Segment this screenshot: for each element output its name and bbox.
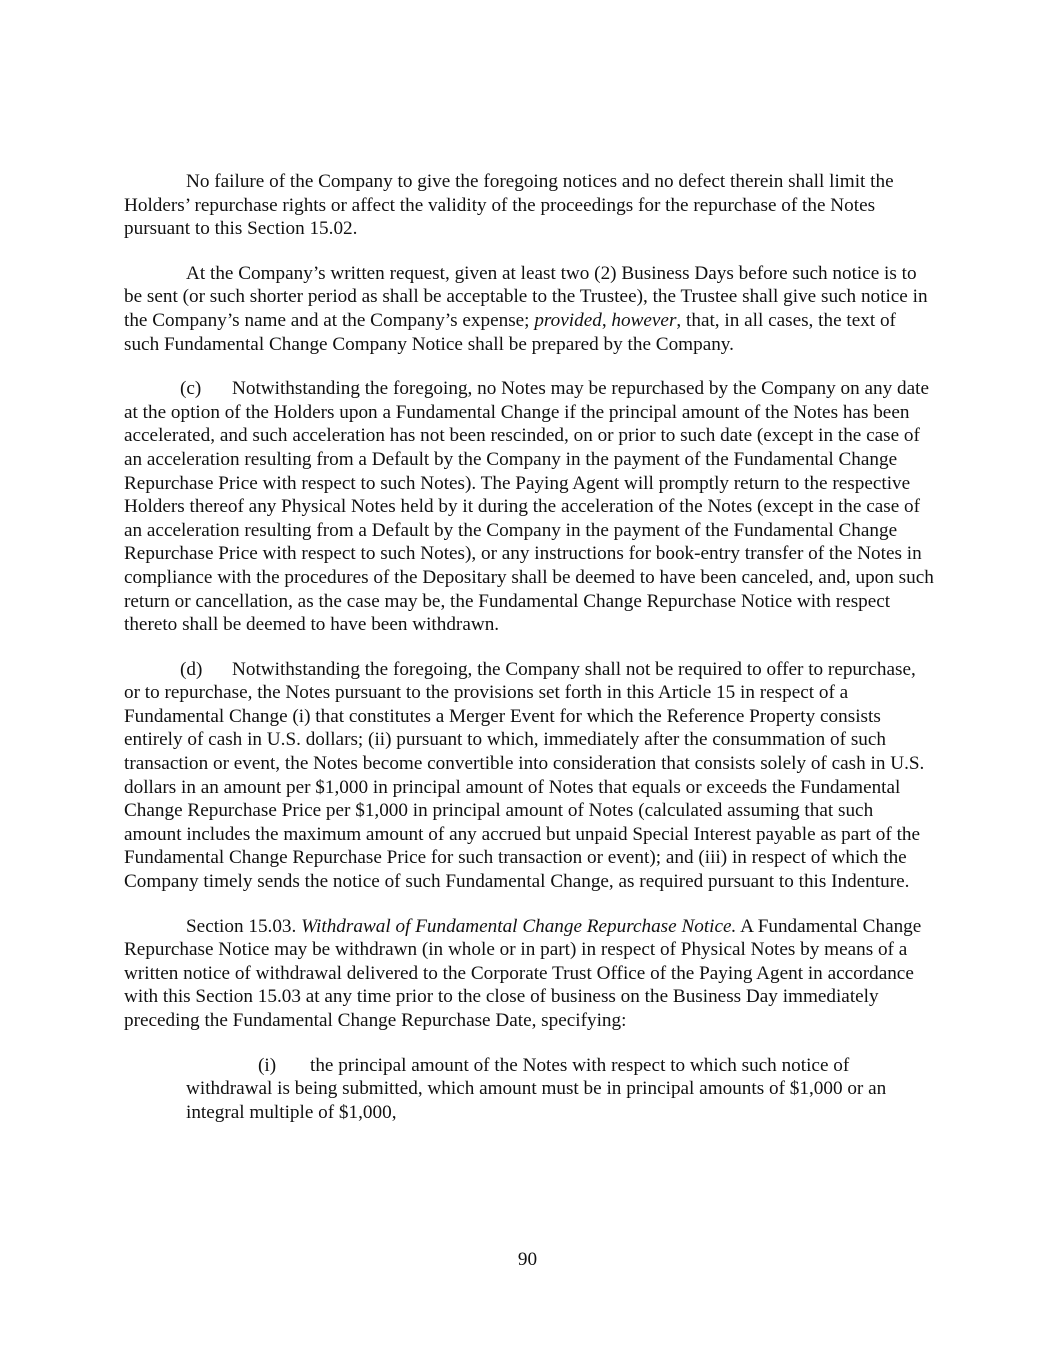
document-page [124, 170, 934, 1145]
item-i [186, 1054, 934, 1125]
paragraph-text: No failure of the Company to give the foregoing notices and no defect therein shall limit the Holders’ repurchase rights or affect the validity of the proceedings for the repurchase of the Notes pursuant to this Section 15.02. [124, 171, 894, 240]
section-title: Withdrawal of Fundamental Change Repurchase Notice. [301, 915, 737, 937]
clause-c-label: (c) [180, 378, 202, 400]
item-i-text: the principal amount of the Notes with respect to which such notice of withdrawal is being submitted, which amount must be in principal amounts of $1,000 or an integral multiple of $1,000, [186, 1054, 887, 1123]
section-15-03 [124, 915, 934, 1033]
paragraph-text: At the Company’s written request, given at least two (2) Business Days before such notice is to be sent (or such shorter period as shall be acceptable to the Trustee), the Trustee shall give such notice in the Company’s name and at the Company’s expense; [124, 262, 928, 331]
item-i-label: (i) [258, 1054, 277, 1076]
page-number: 90 [517, 1249, 538, 1270]
paragraph-notice-failure [124, 170, 934, 241]
provided-term: provided [534, 309, 602, 331]
section-number: Section 15.03. [186, 915, 297, 937]
paragraph-text: , that, in all cases, the text of such Fundamental Change Company Notice shall be prepared by the Company. [124, 309, 896, 355]
punctuation: , [601, 309, 612, 331]
section-text: A Fundamental Change Repurchase Notice may be withdrawn (in whole or in part) in respect of Physical Notes by means of a written notice of withdrawal delivered to the Corporate Trust Office of the Paying Agent in accordance with this Section 15.03 at any time prior to the close of business on the Business Day immediately preceding the Fundamental Change Repurchase Date, specifying: [124, 915, 922, 1031]
clause-d [124, 658, 934, 894]
clause-d-label: (d) [180, 658, 203, 680]
clause-d-text: Notwithstanding the foregoing, the Company shall not be required to offer to repurchase, or to repurchase, the Notes pursuant to the provisions set forth in this Article 15 in respect of a Fundamental Change (i) that constitutes a Merger Event for which the Reference Property consists entirely of cash in U.S. dollars; (ii) pursuant to which, immediately after the consummation of such transaction or event, the Notes become convertible into consideration that consists solely of cash in U.S. dollars in an amount per $1,000 in principal amount of Notes that equals or exceeds the Fundamental Change Repurchase Price per $1,000 in principal amount of Notes (calculated assuming that such amount includes the maximum amount of any accrued but unpaid Special Interest payable as part of the Fundamental Change Repurchase Price for such transaction or event); and (iii) in respect of which the Company timely sends the notice of such Fundamental Change, as required pursuant to this Indenture. [124, 658, 925, 893]
clause-c [124, 377, 934, 637]
clause-c-text: Notwithstanding the foregoing, no Notes may be repurchased by the Company on any date at the option of the Holders upon a Fundamental Change if the principal amount of the Notes has been accelerated, and such acceleration has not been rescinded, on or prior to such date (except in the case of an acceleration resulting from a Default by the Company in the payment of the Fundamental Change Repurchase Price with respect to such Notes). The Paying Agent will promptly return to the respective Holders thereof any Physical Notes held by it during the acceleration of the Notes (except in the case of an acceleration resulting from a Default by the Company in the payment of the Fundamental Change Repurchase Price with respect to such Notes), or any instructions for book-entry transfer of the Notes in compliance with the procedures of the Depositary shall be deemed to have been canceled, and, upon such return or cancellation, as the case may be, the Fundamental Change Repurchase Notice with respect thereto shall be deemed to have been withdrawn. [124, 378, 934, 636]
however-term: however [611, 309, 677, 331]
paragraph-company-request [124, 262, 934, 356]
